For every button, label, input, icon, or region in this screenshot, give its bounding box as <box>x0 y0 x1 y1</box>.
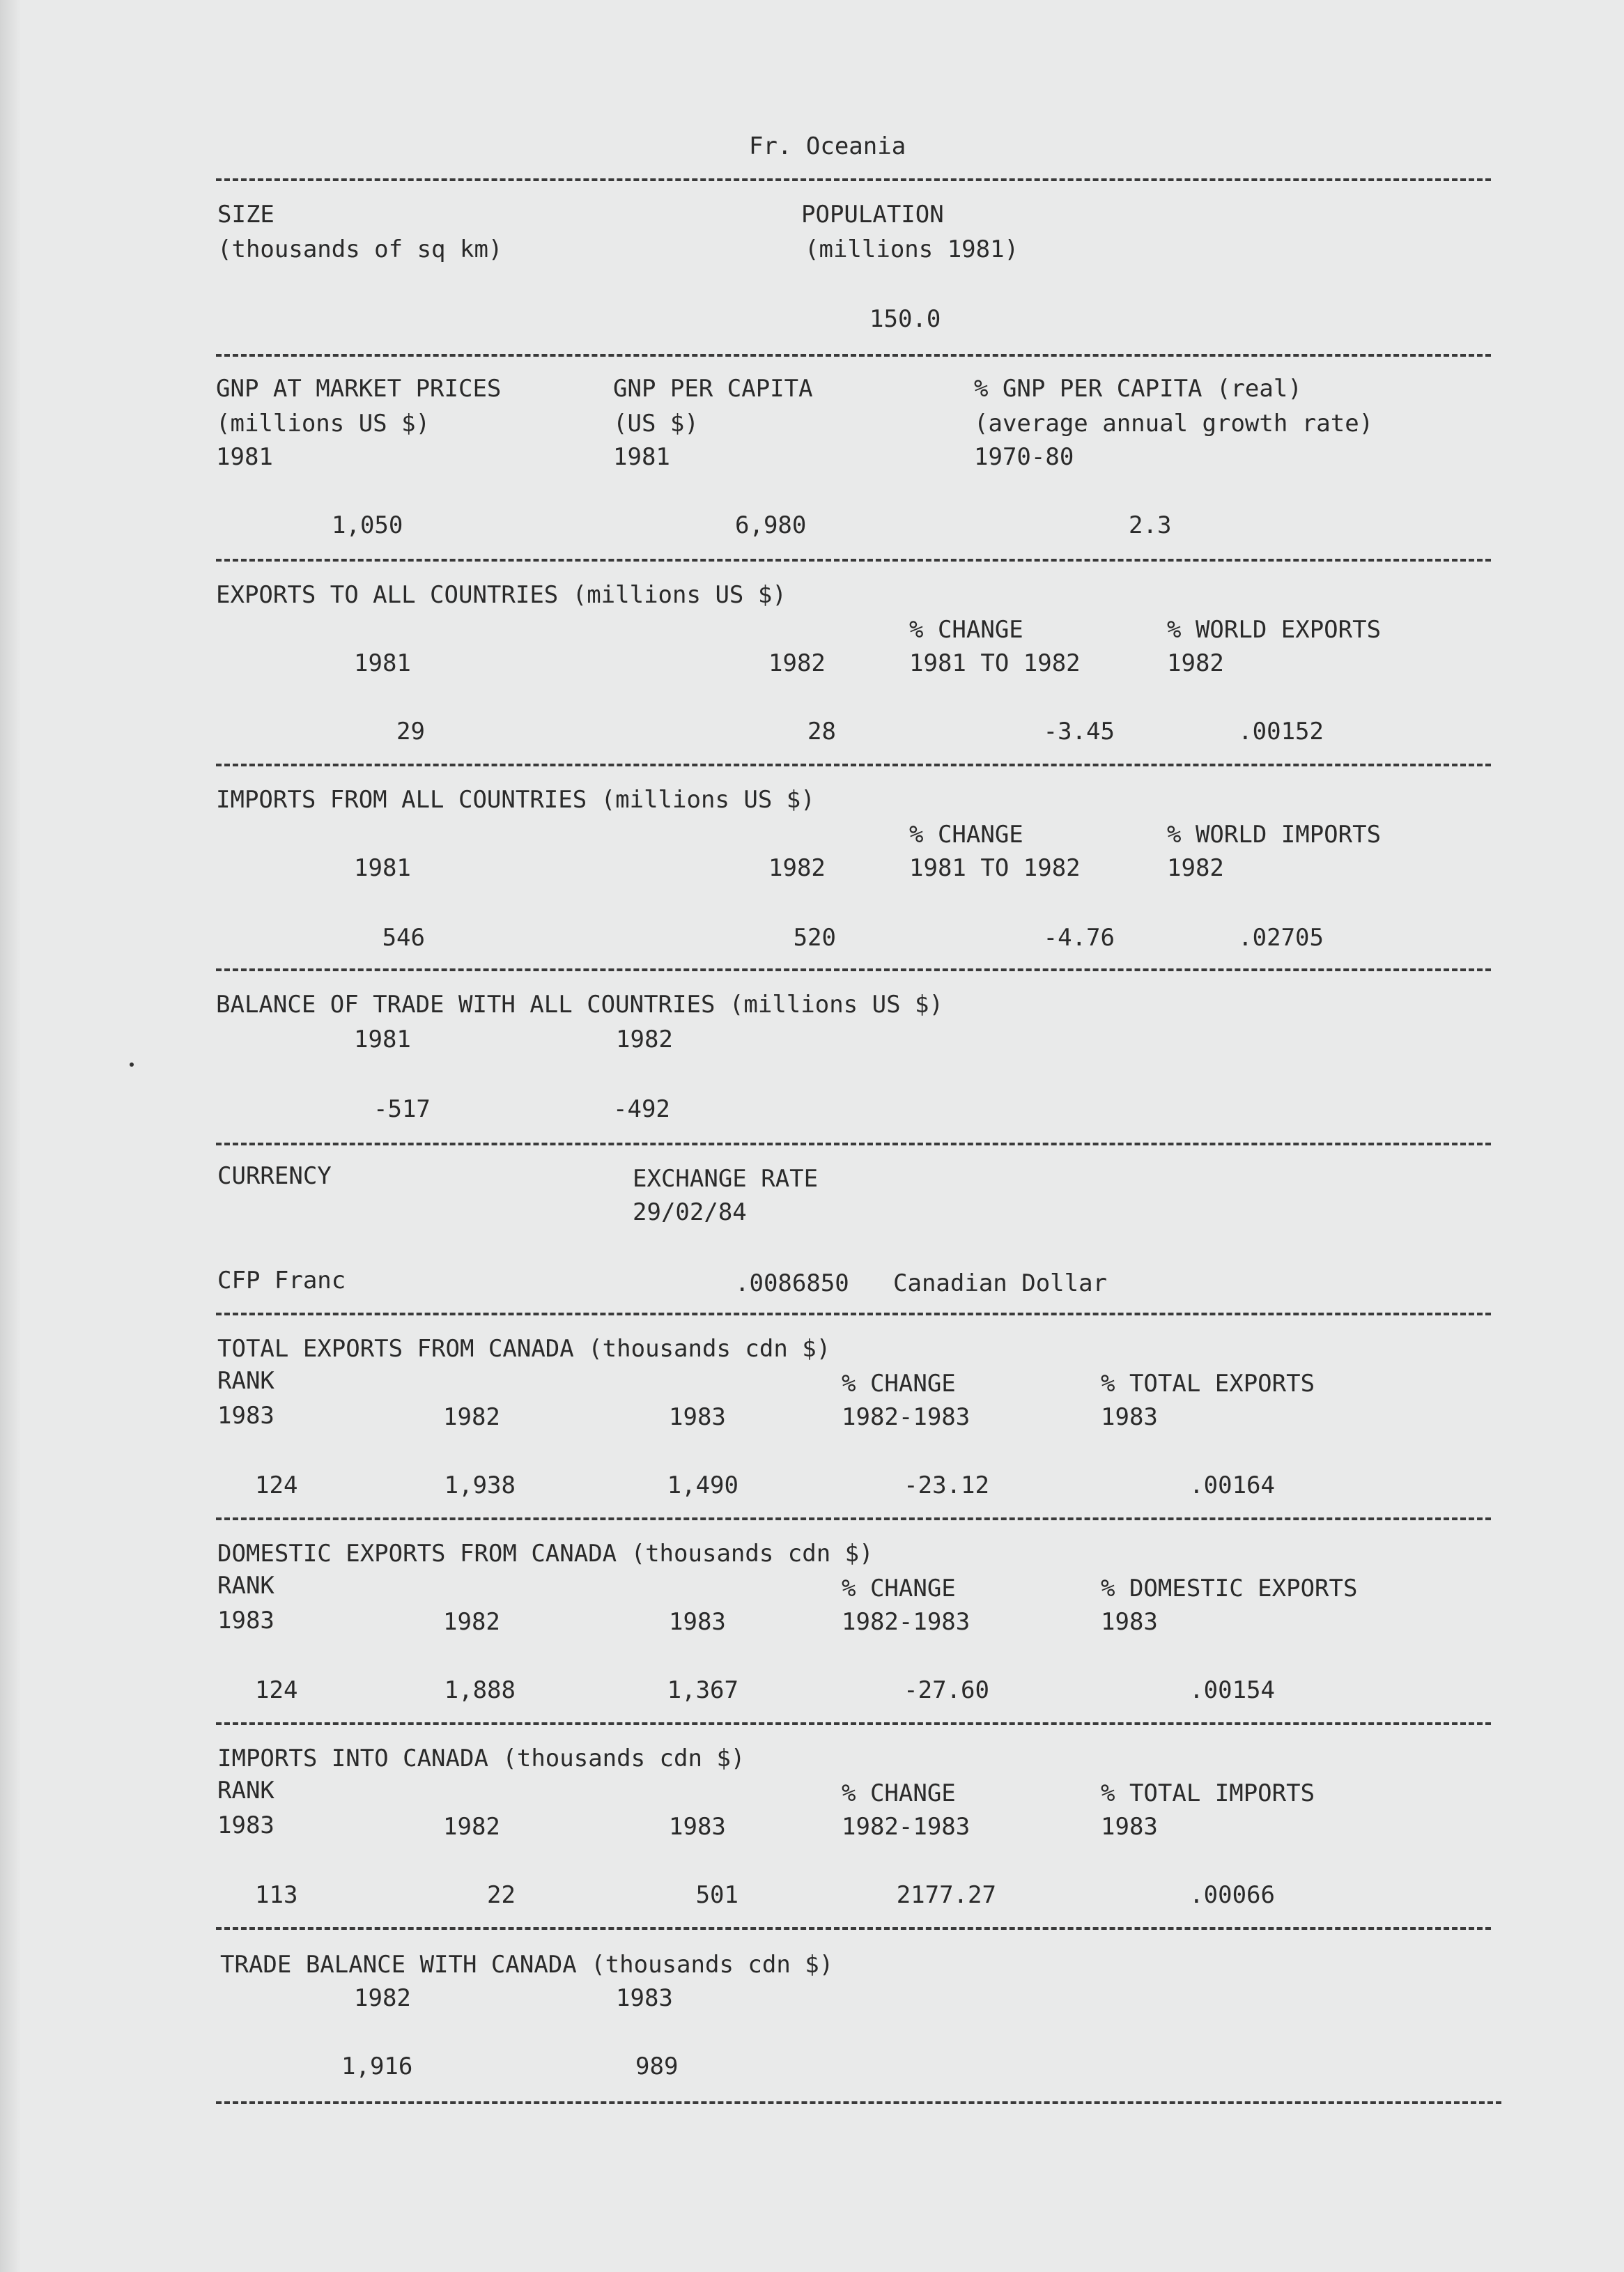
imports-canada-rank-year: 1983 <box>217 1811 274 1839</box>
total-exports-share-year: 1983 <box>1101 1403 1158 1431</box>
population-label: POPULATION <box>801 201 944 229</box>
exports-all-col-1982: 1982 <box>768 649 826 677</box>
imports-canada-share-year: 1983 <box>1101 1813 1158 1841</box>
stray-mark <box>130 1062 134 1067</box>
divider <box>216 1143 1491 1145</box>
total-exports-col-1983: 1983 <box>669 1403 726 1431</box>
exports-all-change-label: % CHANGE <box>909 616 1023 644</box>
domestic-exports-share-year: 1983 <box>1101 1608 1158 1636</box>
size-label: SIZE <box>217 201 274 229</box>
domestic-exports-change-period: 1982-1983 <box>842 1608 970 1636</box>
imports-canada-value-1983: 501 <box>695 1881 738 1909</box>
domestic-exports-rank-year: 1983 <box>217 1607 274 1635</box>
gnp-growth-period: 1970-80 <box>974 443 1074 471</box>
total-exports-rank-year: 1983 <box>217 1402 274 1430</box>
domestic-exports-change-value: -27.60 <box>904 1676 989 1704</box>
exchange-rate-date: 29/02/84 <box>633 1198 747 1226</box>
domestic-exports-title: DOMESTIC EXPORTS FROM CANADA (thousands cdn $) <box>217 1540 874 1568</box>
population-value: 150.0 <box>869 305 941 333</box>
balance-all-col-1981: 1981 <box>354 1026 411 1053</box>
exports-all-share-year: 1982 <box>1167 649 1224 677</box>
total-exports-rank: 124 <box>255 1471 298 1499</box>
imports-all-share-label: % WORLD IMPORTS <box>1167 821 1382 849</box>
gnp-capita-label: GNP PER CAPITA <box>613 375 813 403</box>
gnp-market-unit: (millions US $) <box>216 410 431 438</box>
balance-all-value-1982: -492 <box>613 1095 670 1123</box>
total-exports-col-1982: 1982 <box>443 1403 500 1431</box>
exports-all-change-value: -3.45 <box>1043 718 1115 745</box>
divider <box>216 764 1491 766</box>
balance-all-title: BALANCE OF TRADE WITH ALL COUNTRIES (millions US $) <box>216 991 943 1019</box>
imports-all-col-1982: 1982 <box>768 854 826 882</box>
exports-all-change-period: 1981 TO 1982 <box>909 649 1081 677</box>
imports-all-change-period: 1981 TO 1982 <box>909 854 1081 882</box>
balance-all-col-1982: 1982 <box>616 1026 673 1053</box>
divider <box>216 968 1491 971</box>
trade-balance-value-1983: 989 <box>635 2053 679 2080</box>
imports-all-change-label: % CHANGE <box>909 821 1023 849</box>
divider <box>216 1722 1491 1725</box>
gnp-capita-year: 1981 <box>613 443 670 471</box>
gnp-market-label: GNP AT MARKET PRICES <box>216 375 502 403</box>
balance-all-value-1981: -517 <box>373 1095 431 1123</box>
total-exports-share-label: % TOTAL EXPORTS <box>1101 1370 1315 1398</box>
domestic-exports-rank: 124 <box>255 1676 298 1704</box>
exports-all-title: EXPORTS TO ALL COUNTRIES (millions US $) <box>216 581 787 609</box>
domestic-exports-rank-label: RANK <box>217 1572 274 1600</box>
total-exports-value-1982: 1,938 <box>444 1471 516 1499</box>
exports-all-value-1982: 28 <box>807 718 836 745</box>
total-exports-rank-label: RANK <box>217 1367 274 1395</box>
exchange-rate-label: EXCHANGE RATE <box>633 1165 819 1193</box>
divider <box>216 1517 1491 1520</box>
exports-all-value-1981: 29 <box>396 718 425 745</box>
total-exports-change-label: % CHANGE <box>842 1370 956 1398</box>
imports-canada-change-label: % CHANGE <box>842 1779 956 1807</box>
imports-canada-share-label: % TOTAL IMPORTS <box>1101 1779 1315 1807</box>
gnp-market-value: 1,050 <box>332 511 403 539</box>
imports-canada-value-1982: 22 <box>487 1881 516 1909</box>
imports-canada-col-1982: 1982 <box>443 1813 500 1841</box>
domestic-exports-change-label: % CHANGE <box>842 1575 956 1602</box>
imports-all-col-1981: 1981 <box>354 854 411 882</box>
imports-canada-change-period: 1982-1983 <box>842 1813 970 1841</box>
imports-all-share-year: 1982 <box>1167 854 1224 882</box>
domestic-exports-share-label: % DOMESTIC EXPORTS <box>1101 1575 1358 1602</box>
imports-canada-rank: 113 <box>255 1881 298 1909</box>
imports-all-share-value: .02705 <box>1238 924 1324 952</box>
exchange-rate-value: .0086850 <box>735 1269 849 1297</box>
divider <box>216 1313 1491 1315</box>
divider <box>216 178 1491 181</box>
exports-all-share-value: .00152 <box>1238 718 1324 745</box>
total-exports-change-period: 1982-1983 <box>842 1403 970 1431</box>
trade-balance-value-1982: 1,916 <box>341 2053 413 2080</box>
trade-balance-title: TRADE BALANCE WITH CANADA (thousands cdn $) <box>220 1951 834 1979</box>
imports-canada-title: IMPORTS INTO CANADA (thousands cdn $) <box>217 1745 745 1772</box>
imports-all-title: IMPORTS FROM ALL COUNTRIES (millions US $) <box>216 786 815 814</box>
imports-all-value-1981: 546 <box>382 924 425 952</box>
gnp-growth-label: % GNP PER CAPITA (real) <box>974 375 1302 403</box>
domestic-exports-value-1982: 1,888 <box>444 1676 516 1704</box>
total-exports-value-1983: 1,490 <box>667 1471 738 1499</box>
gnp-market-year: 1981 <box>216 443 273 471</box>
gnp-growth-value: 2.3 <box>1129 511 1172 539</box>
exports-all-col-1981: 1981 <box>354 649 411 677</box>
imports-canada-share-value: .00066 <box>1189 1881 1275 1909</box>
size-unit: (thousands of sq km) <box>217 235 503 263</box>
imports-canada-col-1983: 1983 <box>669 1813 726 1841</box>
currency-name: CFP Franc <box>217 1267 346 1295</box>
gnp-capita-value: 6,980 <box>735 511 807 539</box>
trade-balance-col-1982: 1982 <box>354 1984 411 2012</box>
imports-canada-rank-label: RANK <box>217 1777 274 1805</box>
total-exports-share-value: .00164 <box>1189 1471 1275 1499</box>
currency-label: CURRENCY <box>217 1162 332 1190</box>
domestic-exports-col-1983: 1983 <box>669 1608 726 1636</box>
divider <box>216 354 1491 357</box>
exchange-rate-unit: Canadian Dollar <box>893 1269 1108 1297</box>
domestic-exports-value-1983: 1,367 <box>667 1676 738 1704</box>
domestic-exports-share-value: .00154 <box>1189 1676 1275 1704</box>
gnp-capita-unit: (US $) <box>613 410 699 438</box>
total-exports-title: TOTAL EXPORTS FROM CANADA (thousands cdn $) <box>217 1335 831 1363</box>
country-title: Fr. Oceania <box>749 132 906 160</box>
imports-canada-change-value: 2177.27 <box>896 1881 996 1909</box>
exports-all-share-label: % WORLD EXPORTS <box>1167 616 1382 644</box>
total-exports-change-value: -23.12 <box>904 1471 989 1499</box>
imports-all-value-1982: 520 <box>793 924 836 952</box>
divider <box>216 559 1491 562</box>
gnp-growth-unit: (average annual growth rate) <box>974 410 1374 438</box>
domestic-exports-col-1982: 1982 <box>443 1608 500 1636</box>
divider <box>216 1927 1491 1930</box>
imports-all-change-value: -4.76 <box>1043 924 1115 952</box>
population-unit: (millions 1981) <box>805 235 1019 263</box>
trade-balance-col-1983: 1983 <box>616 1984 673 2012</box>
divider <box>216 2101 1501 2104</box>
